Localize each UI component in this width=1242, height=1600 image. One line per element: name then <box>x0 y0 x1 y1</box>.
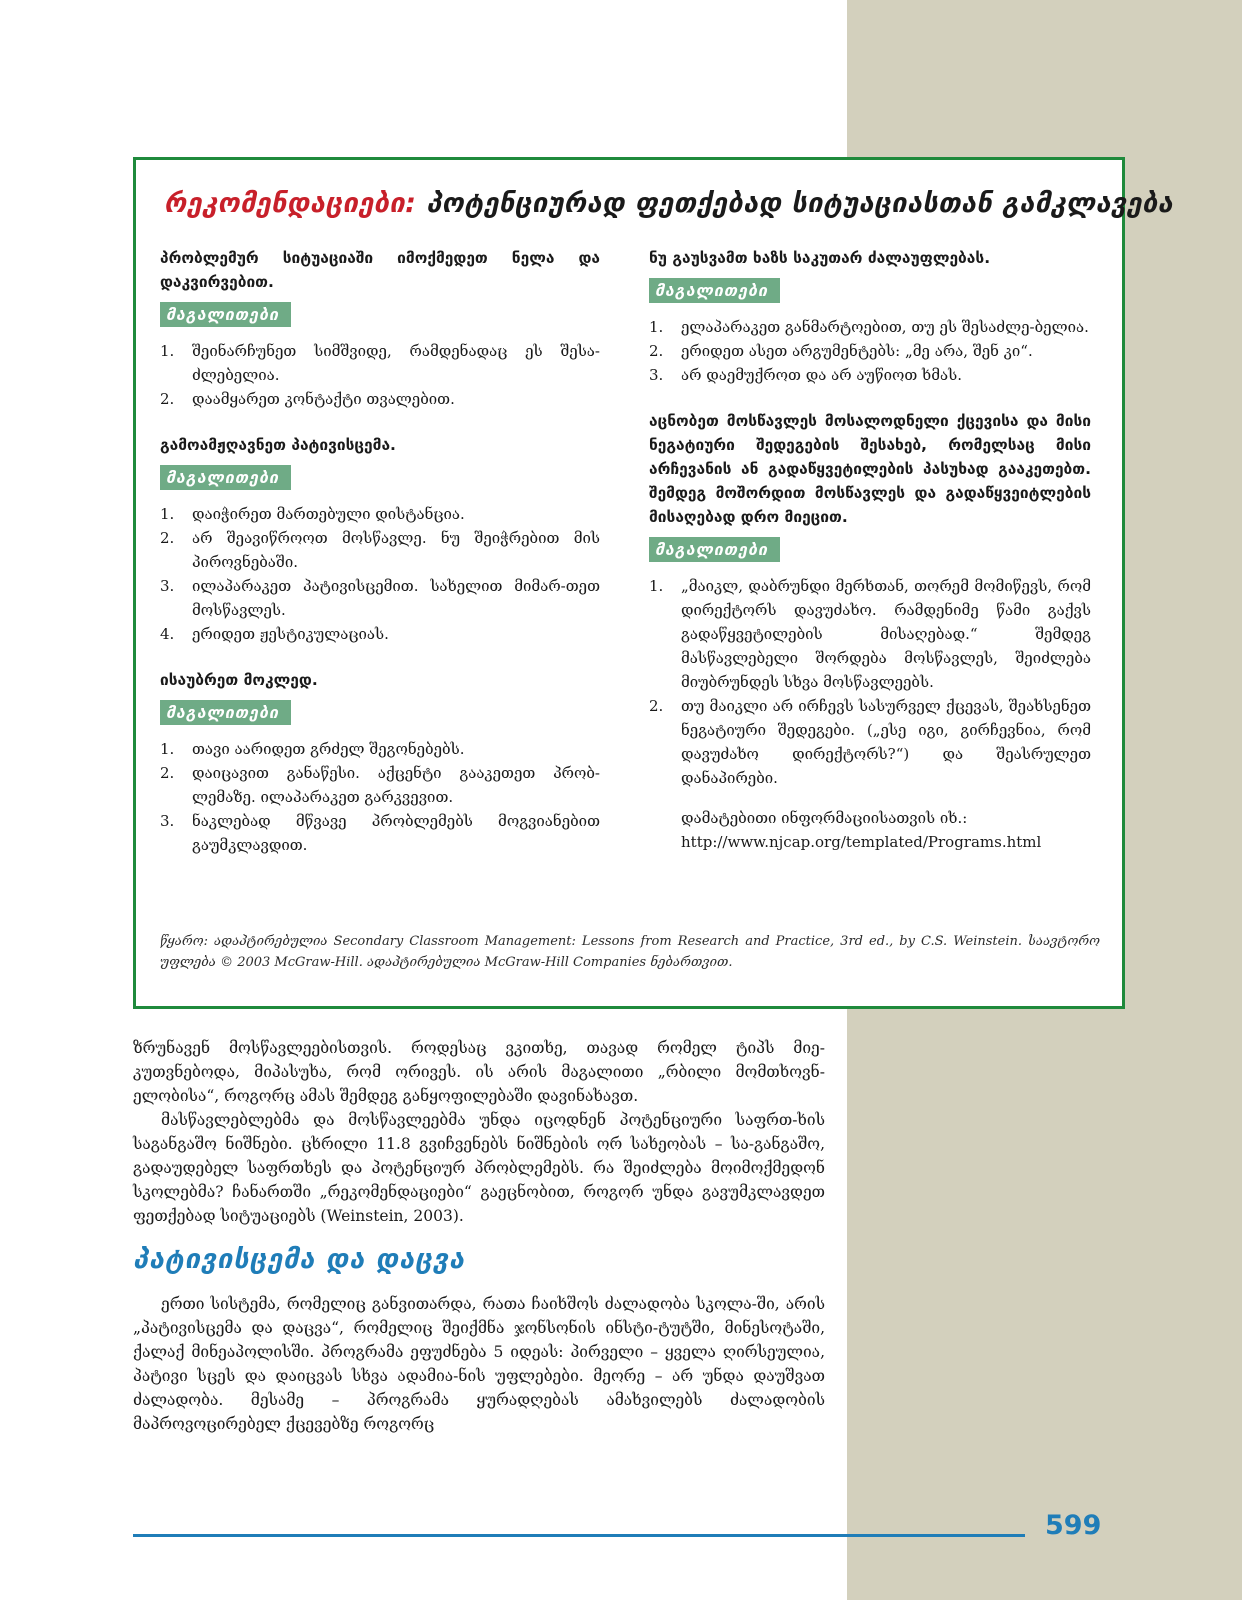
item-number: 2. <box>649 697 664 715</box>
example-list <box>649 315 1091 387</box>
footer-rule <box>133 1534 1025 1537</box>
recommendation-section <box>649 246 1091 387</box>
item-text: ილაპარაკეთ პატივისცემით. სახელით მიმარ-თეთ მოსწავლეს. <box>192 577 600 619</box>
left-column <box>160 246 600 879</box>
body-paragraph: ზრუნავენ მოსწავლეებისთვის. როდესაც ვკითხე, თავად რომელ ტიპს მიე-კუთვნებოდა, მიპასუხა, რომ ორივეს. ის არის მაგალითი „რბილი მომთხოვნ-ელობისა“, როგორც ამას შემდეგ განყოფილებაში დავინახავთ. <box>133 1039 825 1105</box>
list-item <box>649 363 1091 387</box>
example-list <box>160 737 600 857</box>
page-number: 599 <box>1045 1510 1102 1541</box>
recommendation-section <box>160 668 600 857</box>
item-number: 2. <box>160 529 175 547</box>
item-text: არ შეავიწროოთ მოსწავლე. ნუ შეიჭრებით მის პიროვნებაში. <box>192 529 600 571</box>
list-item <box>649 315 1091 339</box>
list-item <box>160 737 600 761</box>
item-text: დაიცავით განაწესი. აქცენტი გააკეთეთ პრობ-ლემაზე. ილაპარაკეთ გარკვევით. <box>192 764 600 806</box>
list-item <box>649 339 1091 363</box>
item-text: ნაკლებად მწვავე პრობლემებს მოგვიანებით გაუმკლავდით. <box>192 812 600 854</box>
item-number: 4. <box>160 625 175 643</box>
examples-badge: მაგალითები <box>649 537 780 562</box>
recommendation-section <box>160 433 600 646</box>
item-number: 1. <box>649 318 664 336</box>
item-number: 1. <box>649 577 664 595</box>
list-item <box>160 809 600 857</box>
list-item <box>160 574 600 622</box>
recommendations-title-rest: პოტენციურად ფეთქებად სიტუაციასთან გამკლავება <box>426 188 1174 219</box>
recommendation-section <box>160 246 600 411</box>
item-text: თუ მაიკლი არ ირჩევს სასურველ ქცევას, შეახსენეთ ნეგატიური შედეგები. („ესე იგი, გირჩევნია, რომ დავუძახო დირექტორს?“) და შეასრულეთ დანაპირები. <box>681 697 1091 787</box>
item-number: 1. <box>160 342 175 360</box>
examples-badge: მაგალითები <box>649 278 780 303</box>
section-heading: ისაუბრეთ მოკლედ. <box>160 671 318 689</box>
list-item <box>160 526 600 574</box>
list-item <box>160 761 600 809</box>
source-note: წყარო: ადაპტირებულია Secondary Classroom Management: Lessons from Research and Practice, 3rd ed., by C.S. Weinstein. საავტორო უფლება © 2003 McGraw-Hill. ადაპტირებულია McGraw-Hill Companies ნებართვით. <box>160 934 1100 970</box>
section-heading: გამოამჟღავნეთ პატივისცემა. <box>160 436 396 454</box>
right-column <box>649 246 1091 876</box>
item-text: დაამყარეთ კონტაქტი თვალებით. <box>192 390 455 408</box>
item-number: 1. <box>160 505 175 523</box>
section-title: პატივისცემა და დაცვა <box>133 1244 465 1275</box>
recommendations-title-lead: რეკომენდაციები: <box>164 188 417 219</box>
list-item <box>160 502 600 526</box>
examples-badge: მაგალითები <box>160 700 291 725</box>
recommendations-box <box>133 157 1174 1009</box>
body-paragraph: ერთი სისტემა, რომელიც განვითარდა, რათა ჩაიხშოს ძალადობა სკოლა-ში, არის „პატივისცემა და დაცვა“, რომელიც შეიქმნა ჯონსონის ინსტი-ტუტში, მინესოტაში, ქალაქ მინეაპოლისში. პროგრამა ეფუძნება 5 იდეას: პირველი – ყველა ღირსეულია, პატივი სცეს და დაიცვას სხვა ადამია-ნის უფლებები. მეორე – არ უნდა დაუშვათ ძალადობა. მესამე – პროგრამა ყურადღებას ამახვილებს ძალადობის მაპროვოცირებელ ქცევებზე როგორც <box>133 1295 825 1433</box>
item-text: ელაპარაკეთ განმარტოებით, თუ ეს შესაძლე-ბელია. <box>681 318 1089 336</box>
body-paragraph: მასწავლებლებმა და მოსწავლეებმა უნდა იცოდნენ პოტენციური საფრთ-ხის საგანგაშო ნიშნები. ცხრილი 11.8 გვიჩვენებს ნიშნების ორ სახეობას – სა-განგაშო, გადაუდებელ საფრთხეს და პოტენციურ პრობლემებს. რა შეიძლება მოიმოქმედონ სკოლებმა? ჩანართში „რეკომენდაციები“ გაეცნობით, როგორ უნდა გავუმკლავდეთ ფეთქებად სიტუაციებს (Weinstein, 2003). <box>133 1111 825 1225</box>
item-number: 2. <box>160 764 175 782</box>
recommendation-section <box>649 409 1091 854</box>
section-heading: პრობლემურ სიტუაციაში იმოქმედეთ ნელა და დაკვირვებით. <box>160 249 600 291</box>
item-text: არ დაემუქროთ და არ აუწიოთ ხმას. <box>681 366 963 384</box>
item-text: ერიდეთ ჟესტიკულაციას. <box>192 625 389 643</box>
item-number: 3. <box>160 812 175 830</box>
section-heading: აცნობეთ მოსწავლეს მოსალოდნელი ქცევისა და მისი ნეგატიური შედეგების შესახებ, რომელსაც მისი არჩევანის ან გადაწყვეტილების პასუხად გააკეთებთ. შემდეგ მოშორდით მოსწავლეს და გადაწყვეიტლების მისაღებად დრო მიეცით. <box>649 412 1091 526</box>
example-list <box>160 339 600 411</box>
item-number: 2. <box>160 390 175 408</box>
example-list <box>160 502 600 646</box>
item-text: შეინარჩუნეთ სიმშვიდე, რამდენადაც ეს შესა-ძლებელია. <box>192 342 600 384</box>
list-item <box>160 622 600 646</box>
list-item <box>649 694 1091 790</box>
examples-badge: მაგალითები <box>160 465 291 490</box>
item-text: ერიდეთ ასეთ არგუმენტებს: „მე არა, შენ კი“. <box>681 342 1033 360</box>
more-info-label: დამატებითი ინფორმაციისათვის იხ.: <box>681 809 968 827</box>
item-text: თავი აარიდეთ გრძელ შეგონებებს. <box>192 740 465 758</box>
item-text: „მაიკლ, დაბრუნდი მერხთან, თორემ მომიწევს, რომ დირექტორს დავუძახო. რამდენიმე წამი გაქვს გადაწყვეტილების მისაღებად.“ შემდეგ მასწავლებელი შორდება მოსწავლეს, შეიძლება მიუბრუნდეს სხვა მოსწავლეებს. <box>681 577 1091 691</box>
examples-badge: მაგალითები <box>160 302 291 327</box>
list-item <box>649 574 1091 694</box>
item-number: 1. <box>160 740 175 758</box>
more-info-url: http://www.njcap.org/templated/Programs.html <box>681 833 1042 851</box>
list-item <box>160 387 600 411</box>
more-info <box>681 806 1091 854</box>
section-heading: ნუ გაუსვამთ ხაზს საკუთარ ძალაუფლებას. <box>649 249 991 267</box>
item-number: 3. <box>160 577 175 595</box>
example-list <box>649 574 1091 790</box>
list-item <box>160 339 600 387</box>
item-number: 3. <box>649 366 664 384</box>
item-text: დაიჭირეთ მართებული დისტანცია. <box>192 505 465 523</box>
recommendations-title <box>164 188 1174 219</box>
item-number: 2. <box>649 342 664 360</box>
